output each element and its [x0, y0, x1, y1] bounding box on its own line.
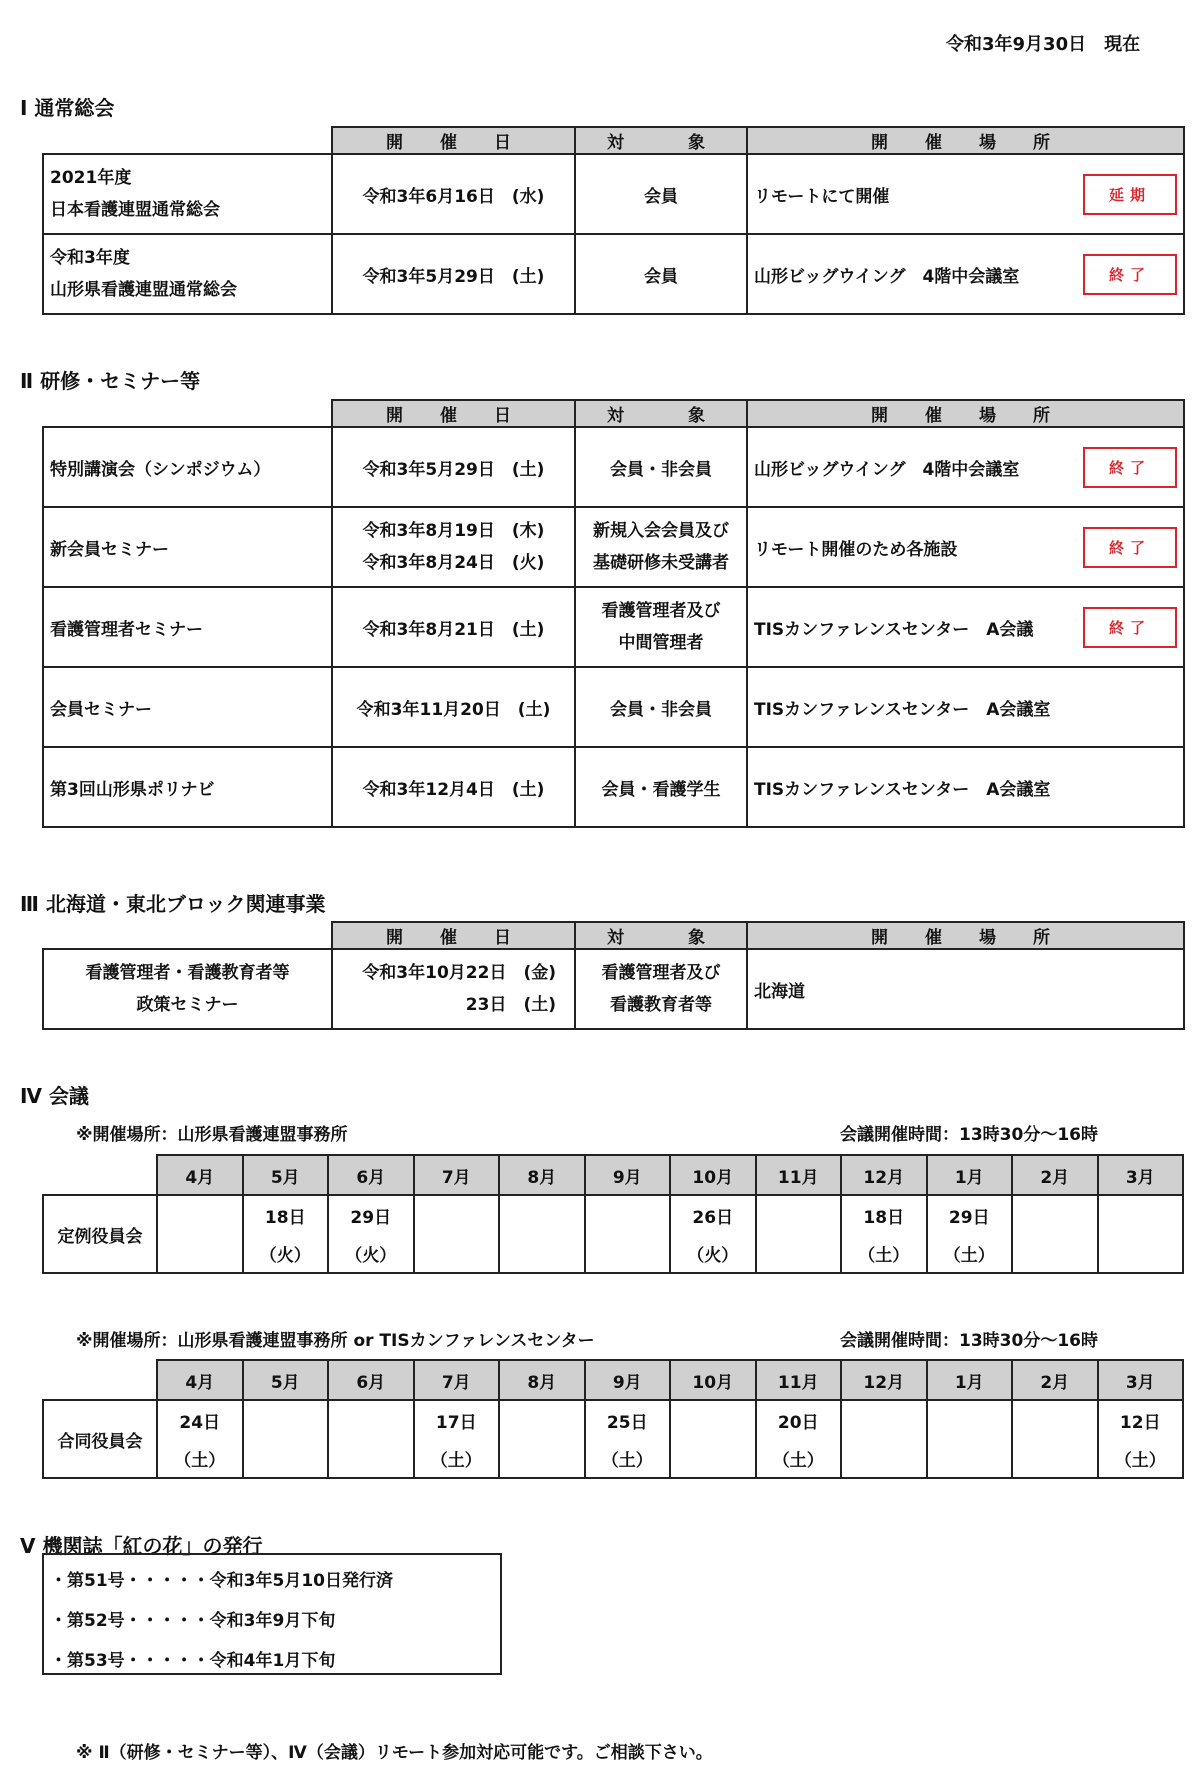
section-5-title: Ⅴ 機関誌「紅の花」の発行	[20, 1534, 263, 1558]
joint-meeting-table	[42, 1359, 1184, 1479]
meeting-weekday	[841, 1439, 927, 1478]
general-meeting-table	[42, 126, 1185, 315]
footer-note: ※ Ⅱ（研修・セミナー等）、Ⅳ（会議）リモート参加対応可能です。ご相談下さい。	[76, 1743, 713, 1763]
list-item: ・第52号・・・・・令和3年9月下旬	[50, 1611, 336, 1631]
meeting-weekday: （火）	[243, 1234, 329, 1273]
section-3-title: Ⅲ 北海道・東北ブロック関連事業	[20, 892, 326, 916]
month-header: 2月	[1012, 1360, 1098, 1400]
month-header: 10月	[670, 1360, 756, 1400]
header-target: 対 象	[575, 127, 747, 154]
meeting2-place-note: ※開催場所：山形県看護連盟事務所 or TISカンファレンスセンター	[76, 1331, 595, 1351]
month-header: 12月	[841, 1360, 927, 1400]
month-header: 4月	[157, 1360, 243, 1400]
status-stamp: 終了	[1083, 254, 1177, 295]
table-row: 令和3年度 山形県看護連盟通常総会 令和3年5月29日 (土) 会員 山形ビッグウイング 4階中会議室 終了	[43, 234, 1184, 314]
meeting-label: 合同役員会	[43, 1400, 157, 1478]
meeting-day	[585, 1195, 671, 1234]
month-header: 9月	[585, 1360, 671, 1400]
section-4-title: Ⅳ 会議	[20, 1084, 89, 1108]
status-stamp: 終了	[1083, 607, 1177, 648]
meeting-weekday	[157, 1234, 243, 1273]
meeting-day: 20日	[756, 1400, 842, 1439]
meeting-weekday: （土）	[414, 1439, 500, 1478]
meeting-weekday	[1098, 1234, 1184, 1273]
meeting-day	[157, 1195, 243, 1234]
month-header: 6月	[328, 1155, 414, 1195]
meeting-weekday	[670, 1439, 756, 1478]
month-header: 10月	[670, 1155, 756, 1195]
meeting-weekday: （土）	[585, 1439, 671, 1478]
journal-list	[42, 1553, 502, 1675]
meeting-day: 17日	[414, 1400, 500, 1439]
month-header: 3月	[1098, 1155, 1184, 1195]
meeting-day: 12日	[1098, 1400, 1184, 1439]
month-header: 4月	[157, 1155, 243, 1195]
meeting-day: 29日	[927, 1195, 1013, 1234]
meeting-weekday	[585, 1234, 671, 1273]
meeting-day	[499, 1400, 585, 1439]
month-header: 5月	[243, 1360, 329, 1400]
month-header: 1月	[927, 1360, 1013, 1400]
regular-meeting-table	[42, 1154, 1184, 1274]
month-header: 12月	[841, 1155, 927, 1195]
month-header: 7月	[414, 1360, 500, 1400]
meeting-weekday: （土）	[1098, 1439, 1184, 1478]
meeting-weekday: （土）	[756, 1439, 842, 1478]
month-header: 11月	[756, 1360, 842, 1400]
meeting-weekday	[927, 1439, 1013, 1478]
meeting-weekday: （土）	[841, 1234, 927, 1273]
month-header: 7月	[414, 1155, 500, 1195]
month-header: 1月	[927, 1155, 1013, 1195]
meeting-day	[841, 1400, 927, 1439]
meeting-weekday	[499, 1439, 585, 1478]
meeting-weekday	[756, 1234, 842, 1273]
header-date: 開 催 日	[332, 127, 575, 154]
table-row: 会員セミナー 令和3年11月20日 (土) 会員・非会員 TISカンファレンスセンター A会議室	[43, 667, 1184, 747]
meeting-day: 29日	[328, 1195, 414, 1234]
seminar-table: 開 催 日 対 象 開 催 場 所 特別講演会（シンポジウム） 令和3年5月29日 (土) 会員・非会員 山形ビッグウイング 4階中会議室 終了 新会員セミナー 令和3年8月19日 (木) 令和3年8月24日 (火) 新規入会会員及び 基礎研修未受講者 リモート開催のため各施設 終了 看護管理者セミナー 令和3年8月21日 (土) 看護管理者及び 中間管理者 TISカンファレンスセンター A会議 終了 会員セミナー 令和3年11月20日 (土) 会員・非会員 TISカンファレンスセンター A会議室 第3回山形県ポリナビ 令和3年12月4日 (土) 会員・看護学生 TISカンファレンスセンター A会議室	[42, 399, 1185, 828]
meeting-weekday: （火）	[328, 1234, 414, 1273]
meeting-day	[756, 1195, 842, 1234]
meeting-label: 定例役員会	[43, 1195, 157, 1273]
meeting-day	[414, 1195, 500, 1234]
list-item: ・第51号・・・・・令和3年5月10日発行済	[50, 1571, 393, 1591]
meeting-weekday	[328, 1439, 414, 1478]
table-row: 看護管理者・看護教育者等 政策セミナー 令和3年10月22日 (金) 23日 (土) 看護管理者及び 看護教育者等 北海道	[43, 949, 1184, 1029]
table-row: 第3回山形県ポリナビ 令和3年12月4日 (土) 会員・看護学生 TISカンファレンスセンター A会議室	[43, 747, 1184, 827]
month-header: 5月	[243, 1155, 329, 1195]
status-stamp: 終了	[1083, 447, 1177, 488]
meeting-weekday: （土）	[927, 1234, 1013, 1273]
month-header: 2月	[1012, 1155, 1098, 1195]
meeting-day	[328, 1400, 414, 1439]
section-1-title: Ⅰ 通常総会	[20, 96, 115, 120]
month-header: 11月	[756, 1155, 842, 1195]
meeting-day	[243, 1400, 329, 1439]
meeting-weekday	[1012, 1439, 1098, 1478]
list-item: ・第53号・・・・・令和4年1月下旬	[50, 1651, 336, 1671]
status-stamp: 延期	[1083, 174, 1177, 215]
month-header: 3月	[1098, 1360, 1184, 1400]
table-row: 新会員セミナー 令和3年8月19日 (木) 令和3年8月24日 (火) 新規入会会員及び 基礎研修未受講者 リモート開催のため各施設 終了	[43, 507, 1184, 587]
meeting-day: 24日	[157, 1400, 243, 1439]
block-event-table: 開 催 日 対 象 開 催 場 所 看護管理者・看護教育者等 政策セミナー 令和3年10月22日 (金) 23日 (土) 看護管理者及び 看護教育者等 北海道	[42, 921, 1185, 1030]
status-stamp: 終了	[1083, 527, 1177, 568]
meeting-weekday: （土）	[157, 1439, 243, 1478]
header-place: 開 催 場 所	[747, 127, 1184, 154]
meeting-day	[927, 1400, 1013, 1439]
meeting-day	[1098, 1195, 1184, 1234]
month-header: 8月	[499, 1155, 585, 1195]
meeting-weekday	[414, 1234, 500, 1273]
meeting-weekday	[243, 1439, 329, 1478]
table-row: 看護管理者セミナー 令和3年8月21日 (土) 看護管理者及び 中間管理者 TISカンファレンスセンター A会議 終了	[43, 587, 1184, 667]
month-header: 9月	[585, 1155, 671, 1195]
meeting-day: 26日	[670, 1195, 756, 1234]
meeting-day: 18日	[841, 1195, 927, 1234]
meeting-weekday	[1012, 1234, 1098, 1273]
meeting-weekday: （火）	[670, 1234, 756, 1273]
meeting-weekday	[499, 1234, 585, 1273]
month-header: 8月	[499, 1360, 585, 1400]
table-row: 2021年度 日本看護連盟通常総会 令和3年6月16日 (水) 会員 リモートにて開催 延期	[43, 154, 1184, 234]
meeting-day: 25日	[585, 1400, 671, 1439]
meeting1-place-note: ※開催場所：山形県看護連盟事務所	[76, 1125, 348, 1145]
meeting-day	[1012, 1400, 1098, 1439]
meeting-day: 18日	[243, 1195, 329, 1234]
meeting1-time-note: 会議開催時間：13時30分～16時	[840, 1125, 1098, 1145]
month-header: 6月	[328, 1360, 414, 1400]
as-of-date: 令和3年9月30日 現在	[946, 34, 1141, 55]
meeting-day	[670, 1400, 756, 1439]
meeting-day	[1012, 1195, 1098, 1234]
meeting2-time-note: 会議開催時間：13時30分～16時	[840, 1331, 1098, 1351]
table-row: 特別講演会（シンポジウム） 令和3年5月29日 (土) 会員・非会員 山形ビッグウイング 4階中会議室 終了	[43, 427, 1184, 507]
meeting-day	[499, 1195, 585, 1234]
section-2-title: Ⅱ 研修・セミナー等	[20, 369, 201, 393]
